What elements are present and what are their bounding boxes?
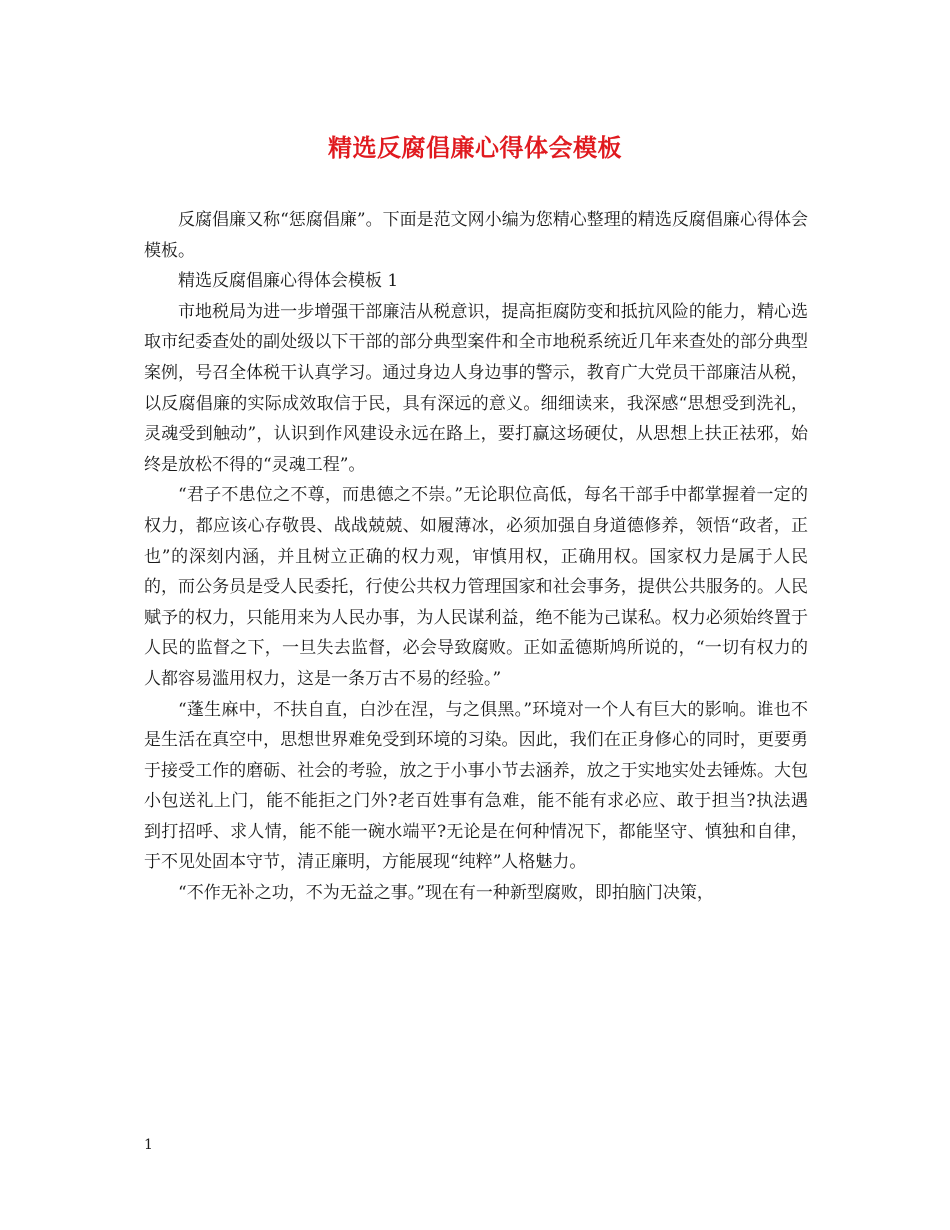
body-paragraph: “不作无补之功，不为无益之事。”现在有一种新型腐败，即拍脑门决策， bbox=[178, 883, 714, 904]
document-body bbox=[144, 205, 808, 909]
page-number: 1 bbox=[144, 1137, 153, 1153]
intro-paragraph: 反腐倡廉又称“惩腐倡廉”。下面是范文网小编为您精心整理的精选反腐倡廉心得体会模板。 bbox=[144, 210, 808, 261]
body-paragraph: “蓬生麻中，不扶自直，白沙在涅，与之俱黑。”环境对一个人有巨大的影响。谁也不是生活在真空中，思想世界难免受到环境的习染。因此，我们在正身修心的同时，更要勇于接受工作的磨砺、社会的考验，放之于小事小节去涵养，放之于实地实处去锤炼。大包小包送礼上门，能不能拒之门外?老百姓事有急难，能不能有求必应、敢于担当?执法遇到打招呼、求人情，能不能一碗水端平?无论是在何种情况下，都能坚守、慎独和自律，于不见处固本守节，清正廉明，方能展现“纯粹”人格魅力。 bbox=[144, 699, 808, 873]
body-paragraph: “君子不患位之不尊，而患德之不崇。”无论职位高低，每名干部手中都掌握着一定的权力，都应该心存敬畏、战战兢兢、如履薄冰，必须加强自身道德修养，领悟“政者，正也”的深刻内涵，并且树立正确的权力观，审慎用权，正确用权。国家权力是属于人民的，而公务员是受人民委托，行使公共权力管理国家和社会事务，提供公共服务的。人民赋予的权力，只能用来为人民办事，为人民谋利益，绝不能为己谋私。权力必须始终置于人民的监督之下，一旦失去监督，必会导致腐败。正如孟德斯鸠所说的，“一切有权力的人都容易滥用权力，这是一条万古不易的经验。” bbox=[144, 485, 808, 689]
body-paragraph: 市地税局为进一步增强干部廉洁从税意识，提高拒腐防变和抵抗风险的能力，精心选取市纪委查处的副处级以下干部的部分典型案件和全市地税系统近几年来查处的部分典型案例，号召全体税干认真学习。通过身边人身边事的警示，教育广大党员干部廉洁从税，以反腐倡廉的实际成效取信于民，具有深远的意义。细细读来，我深感“思想受到洗礼，灵魂受到触动”，认识到作风建设永远在路上，要打赢这场硬仗，从思想上扶正祛邪，始终是放松不得的“灵魂工程”。 bbox=[144, 301, 808, 475]
document-title: 精选反腐倡廉心得体会模板 bbox=[328, 134, 622, 162]
section-heading: 精选反腐倡廉心得体会模板 1 bbox=[178, 271, 399, 292]
